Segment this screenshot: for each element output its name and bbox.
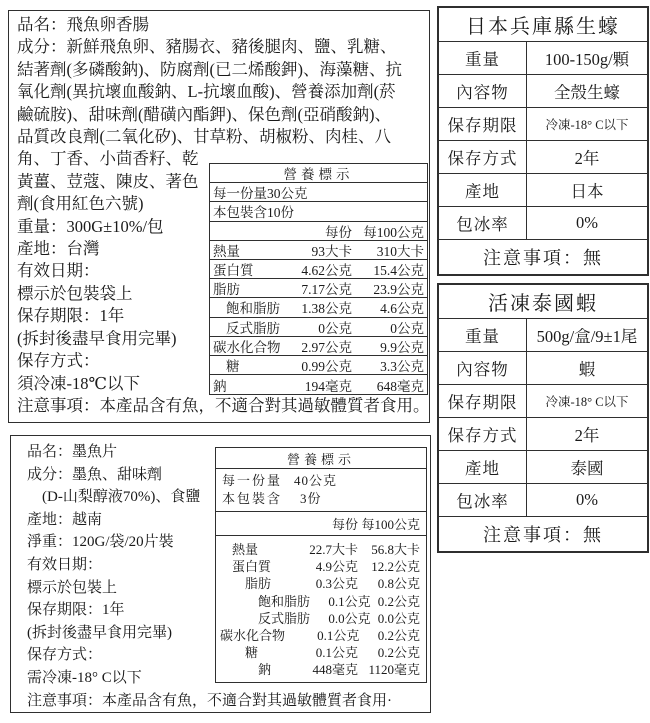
per-serving-value: 0.1公克 [315, 645, 358, 661]
info-line: 注意事項：本產品含有魚，不適合對其過敏體質者食用。 [17, 395, 430, 415]
spec-label: 內容物 [439, 75, 527, 107]
per-100g-value: 1120毫克 [368, 662, 420, 678]
spec-value: 0% [576, 213, 598, 232]
nutrient-name: 熱量 [232, 542, 259, 558]
info-line: 品質改良劑(二氧化矽)、甘草粉、胡椒粉、肉桂、八 [17, 127, 391, 147]
spec-table-shrimp [437, 283, 649, 553]
spec-value: 蝦 [578, 360, 596, 379]
nutrient-row [210, 356, 427, 375]
info-line: 黃薑、荳蔻、陳皮、著色 [17, 171, 199, 191]
spec-note: 注意事項：無 [483, 248, 603, 268]
nutrient-row [210, 260, 427, 279]
spec-label: 內容物 [439, 352, 527, 384]
serving-size-row: 每一份量30公克 [210, 183, 427, 202]
per-serving-value: 194毫克 [304, 378, 352, 394]
serving-info-section [216, 469, 426, 512]
per-serving-value: 4.62公克 [301, 263, 352, 279]
spec-note: 注意事項：無 [483, 525, 603, 545]
nutrient-name: 熱量 [213, 243, 240, 259]
spec-row [439, 418, 647, 451]
servings-per-pack-row [222, 490, 422, 508]
per-100g-value: 648毫克 [376, 378, 424, 394]
info-line: 標示於包裝上 [27, 579, 118, 596]
serving-size-row [222, 472, 422, 490]
spec-value: 2年 [574, 426, 600, 445]
per-100g-value: 0.8公克 [377, 576, 420, 592]
info-line: 保存方式： [17, 351, 100, 371]
info-line: 品名：飛魚卵香腸 [17, 15, 149, 34]
product-card-sausage [8, 10, 430, 423]
spec-row [439, 319, 647, 352]
info-line: 氧化劑(異抗壞血酸鈉、L-抗壞血酸)、營養添加劑(菸 [17, 82, 396, 102]
nutrient-row [220, 592, 420, 609]
info-line: 品名：墨魚片 [27, 444, 118, 460]
nutrient-row [220, 609, 420, 626]
info-line: 注意事項：本產品含有魚，不適合對其過敏體質者食用· [27, 692, 392, 709]
info-line: 標示於包裝袋上 [17, 283, 133, 303]
per-100g-value: 3.3公克 [380, 358, 424, 374]
nutrient-name: 鈉 [213, 378, 227, 394]
nutrient-name: 蛋白質 [232, 559, 272, 575]
per-serving-value: 4.9公克 [315, 559, 358, 575]
spec-row [439, 484, 647, 517]
per-100g-value: 0公克 [390, 320, 424, 336]
nutrient-name: 飽和脂肪 [258, 593, 311, 609]
nutrition-facts-table [209, 163, 428, 395]
per-serving-value: 93大卡 [311, 243, 352, 259]
spec-row [439, 108, 647, 141]
info-line: 需冷凍-18° C以下 [27, 669, 142, 686]
info-line: 保存期限：1年 [17, 306, 125, 326]
nutrient-row [220, 660, 420, 677]
column-header-row [210, 222, 427, 241]
spec-value: 日本 [570, 182, 604, 201]
nutrient-row [220, 643, 420, 660]
spec-label: 產地 [439, 174, 527, 206]
spec-value: 0% [576, 490, 598, 509]
spec-label: 保存方式 [439, 418, 527, 450]
per-100g-column-header: 每100公克 [363, 224, 424, 240]
nutrient-name: 蛋白質 [213, 263, 254, 279]
spec-row [439, 174, 647, 207]
nutrient-row [210, 298, 427, 317]
column-header-row [216, 512, 426, 536]
info-line: 成分：墨魚、甜味劑 [27, 466, 163, 483]
per-100g-value: 9.9公克 [380, 339, 424, 355]
spec-value: 2年 [574, 149, 600, 168]
per-100g-value: 310大卡 [376, 243, 424, 259]
nutrient-row [210, 241, 427, 260]
servings-per-pack-label: 本包裝含 [222, 491, 283, 506]
spec-value: 100-150g/顆 [544, 50, 630, 69]
per-100g-column-header: 每100公克 [361, 517, 420, 532]
per-100g-value: 0.2公克 [377, 628, 420, 644]
nutrient-name: 飽和脂肪 [226, 301, 280, 317]
nutrient-row [220, 540, 420, 557]
info-line: 保存期限：1年 [27, 602, 125, 619]
spec-label: 保存期限 [439, 108, 527, 140]
serving-size-value: 40公克 [294, 473, 338, 488]
servings-per-pack-value: 3份 [300, 491, 322, 506]
spec-label: 重量 [439, 319, 527, 351]
spec-value: 泰國 [570, 459, 604, 478]
spec-row [439, 141, 647, 174]
per-serving-value: 0.1公克 [317, 628, 360, 644]
info-line: 產地：台灣 [17, 239, 100, 259]
spec-value: 500g/盒/9±1尾 [536, 327, 638, 346]
serving-size-label: 每一份量 [222, 473, 283, 488]
per-serving-value: 448毫克 [312, 662, 358, 678]
nutrient-name: 碳水化合物 [213, 339, 281, 355]
spec-row [439, 385, 647, 418]
nutrition-facts-table [215, 447, 427, 683]
spec-row [439, 352, 647, 385]
spec-row [439, 207, 647, 240]
spec-label: 包冰率 [439, 484, 527, 516]
spec-label: 保存期限 [439, 385, 527, 417]
nutrient-name: 糖 [245, 645, 259, 661]
nutrient-rows [216, 536, 426, 682]
per-serving-value: 2.97公克 [301, 339, 352, 355]
per-100g-value: 15.4公克 [373, 263, 424, 279]
per-100g-value: 0.2公克 [377, 593, 420, 609]
info-line: (拆封後盡早食用完畢) [27, 624, 172, 641]
spec-label: 包冰率 [439, 207, 527, 239]
nutrient-row [210, 318, 427, 337]
nutrient-row [210, 375, 427, 394]
per-serving-value: 22.7大卡 [309, 542, 358, 558]
per-serving-column-header: 每份 [325, 224, 352, 240]
per-serving-value: 0公克 [318, 320, 352, 336]
nutrient-row [220, 557, 420, 574]
info-line: 保存方式： [27, 647, 103, 664]
per-serving-column-header: 每份 [331, 517, 358, 532]
per-serving-value: 0.99公克 [301, 358, 352, 374]
per-serving-value: 7.17公克 [301, 282, 352, 298]
per-serving-value: 1.38公克 [301, 301, 352, 317]
nutrient-name: 反式脂肪 [226, 320, 280, 336]
product-card-cuttlefish [10, 435, 431, 713]
spec-row [439, 42, 647, 75]
servings-per-pack-row: 本包裝含10份 [210, 202, 427, 221]
per-100g-value: 12.2公克 [371, 559, 420, 575]
spec-label: 保存方式 [439, 141, 527, 173]
info-line: 結著劑(多磷酸鈉)、防腐劑(已二烯酸鉀)、海藻糖、抗 [17, 59, 402, 79]
spec-label: 重量 [439, 42, 527, 74]
per-100g-value: 56.8大卡 [371, 542, 420, 558]
nutrient-name: 鈉 [258, 662, 272, 678]
spec-label: 產地 [439, 451, 527, 483]
spec-value: 冷凍-18° C以下 [545, 395, 629, 409]
per-serving-value: 0.3公克 [315, 576, 358, 592]
nutrient-name: 碳水化合物 [220, 628, 286, 644]
nutrient-row [210, 279, 427, 298]
info-line: 成分：新鮮飛魚卵、豬腸衣、豬後腿肉、鹽、乳糖、 [17, 37, 397, 57]
spec-row [439, 451, 647, 484]
nutrient-name: 糖 [226, 358, 240, 374]
nutrient-row [220, 626, 420, 643]
spec-title: 日本兵庫縣生蠔 [439, 8, 647, 42]
info-line: 有效日期： [27, 556, 103, 573]
info-line: 淨重：120G/袋/20片裝 [27, 534, 174, 551]
info-line: (D-山梨醇液70%)、食鹽 [27, 489, 201, 506]
info-line: 鹼硫胺)、甜味劑(醋磺內酯鉀)、保色劑(亞硝酸鈉)、 [17, 104, 391, 124]
nutrition-title: 營養標示 [216, 448, 426, 469]
info-line: 有效日期： [17, 261, 100, 281]
per-100g-value: 0.2公克 [377, 645, 420, 661]
nutrient-row [220, 574, 420, 591]
spec-table-oyster [437, 6, 649, 276]
info-line: 劑(食用紅色六號) [17, 194, 144, 214]
nutrient-name: 脂肪 [245, 576, 272, 592]
spec-row [439, 75, 647, 108]
info-line: 須冷凍-18℃以下 [17, 373, 140, 393]
nutrition-title: 營養標示 [210, 164, 427, 183]
nutrient-row [210, 337, 427, 356]
nutrient-name: 反式脂肪 [258, 610, 311, 626]
per-100g-value: 0.0公克 [377, 610, 420, 626]
info-line: 產地：越南 [27, 511, 103, 528]
per-100g-value: 23.9公克 [373, 282, 424, 298]
info-line: 重量：300G±10%/包 [17, 216, 164, 236]
per-100g-value: 4.6公克 [380, 301, 424, 317]
per-serving-value: 0.0公克 [328, 610, 371, 626]
nutrient-name: 脂肪 [213, 282, 240, 298]
info-line: 角、丁香、小茴香籽、乾 [17, 149, 199, 169]
spec-value: 全殼生蠔 [554, 83, 620, 102]
info-line: (拆封後盡早食用完畢) [17, 328, 177, 348]
spec-value: 冷凍-18° C以下 [545, 118, 629, 132]
per-serving-value: 0.1公克 [328, 593, 371, 609]
spec-title: 活凍泰國蝦 [439, 285, 647, 319]
